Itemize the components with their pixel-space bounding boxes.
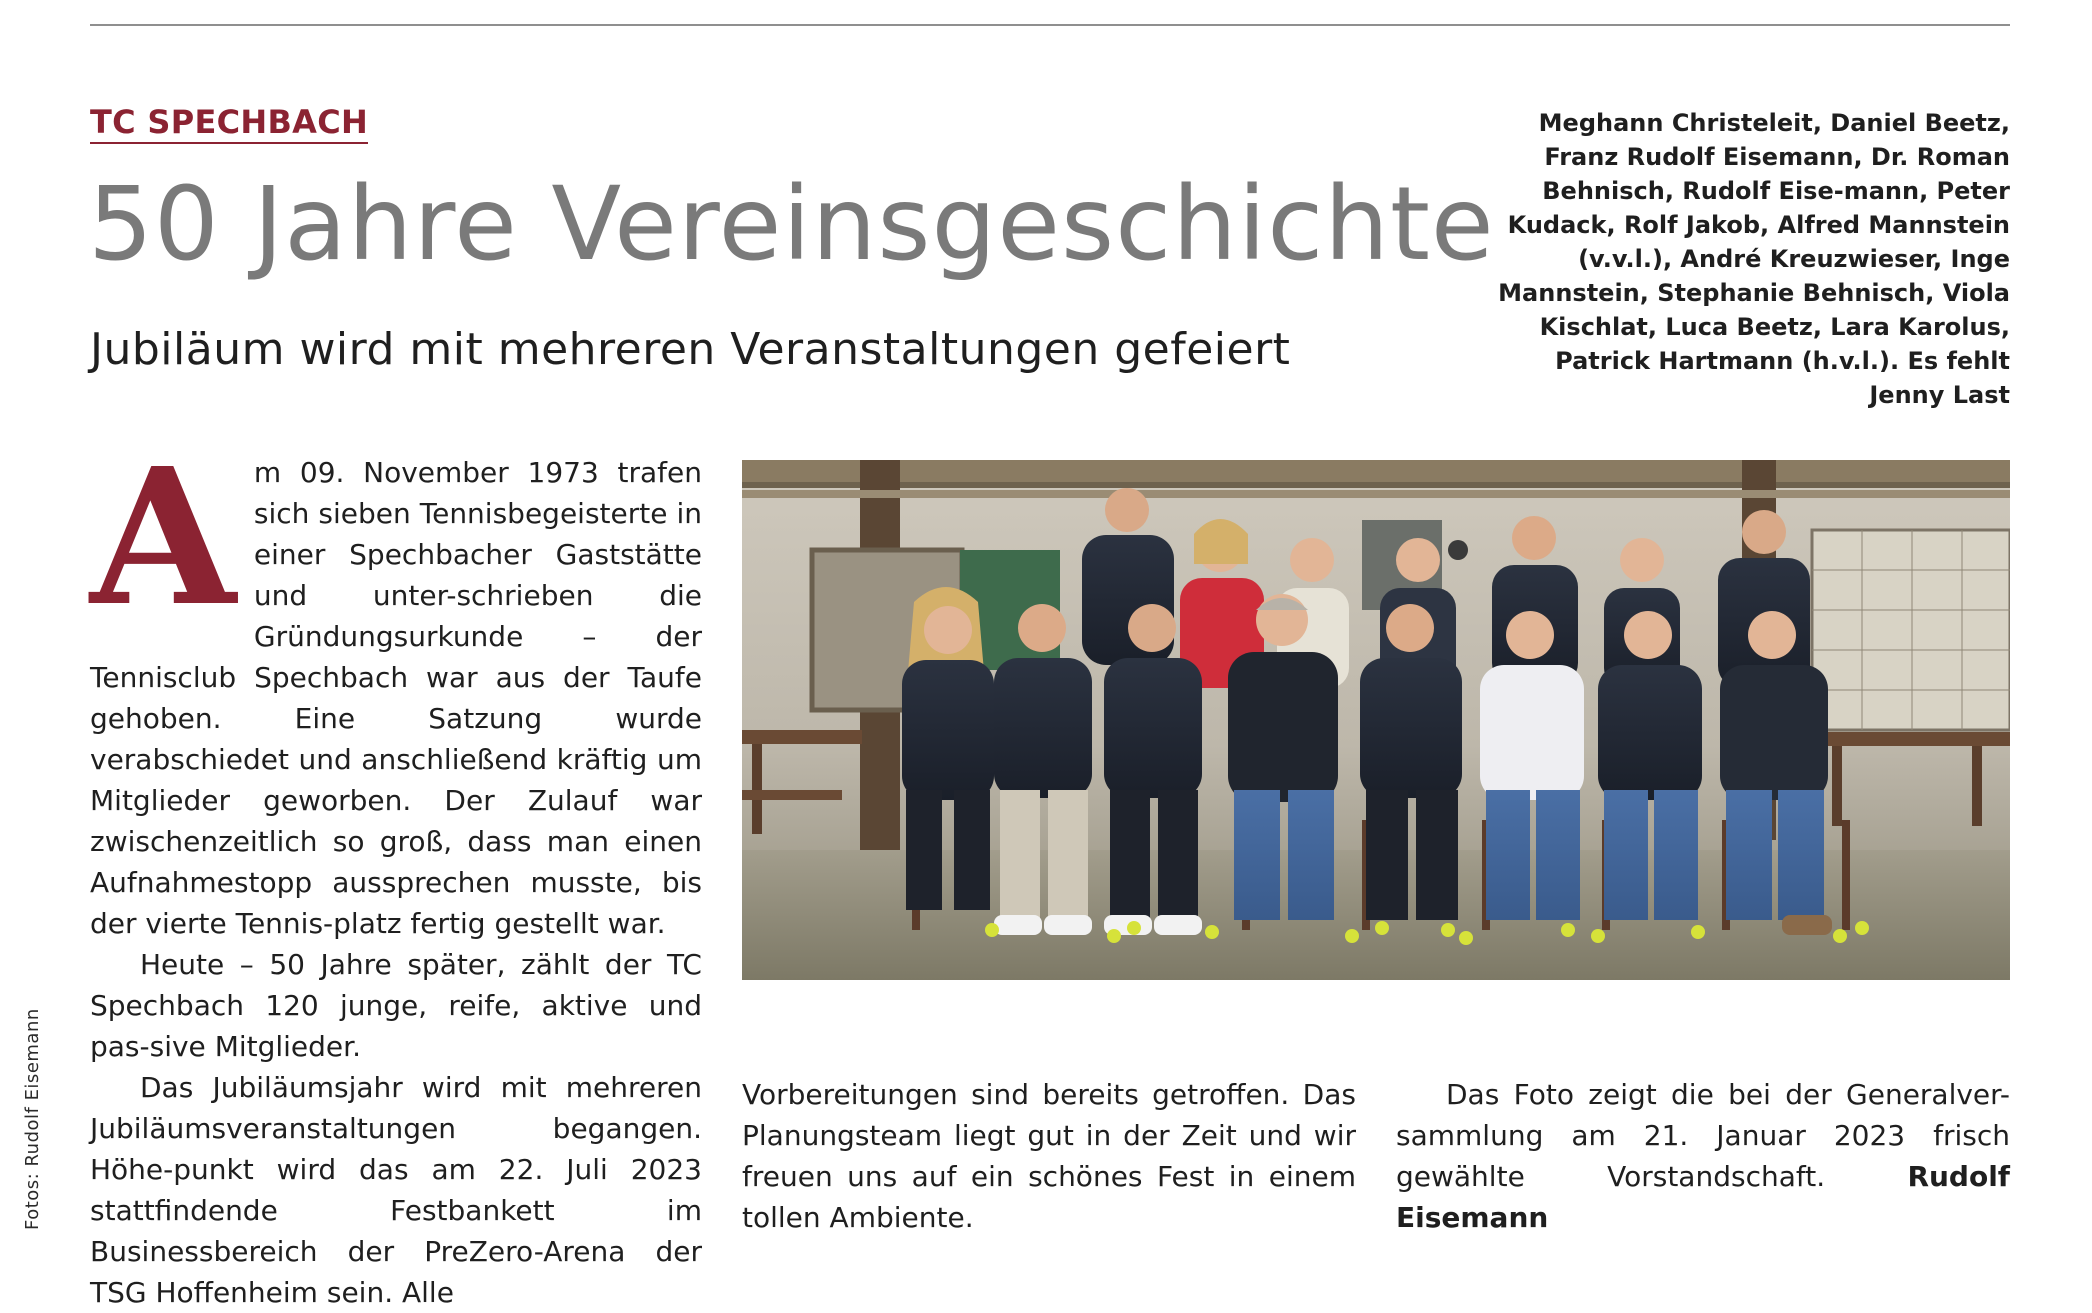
paragraph-4 — [1396, 1074, 2010, 1238]
photo-credit: Fotos: Rudolf Eisemann — [22, 1008, 43, 1230]
team-photo — [742, 460, 2010, 980]
article-column-2 — [742, 1074, 1356, 1238]
top-rule — [90, 24, 2010, 26]
section-kicker: TC SPECHBACH — [90, 104, 368, 144]
article-column-1 — [90, 427, 702, 1313]
article-column-3 — [1396, 1074, 2010, 1238]
author-name: Rudolf Eisemann — [1396, 1160, 2010, 1234]
headline: 50 Jahre Vereinsgeschichte — [88, 165, 1495, 284]
paragraph-1: m 09. November 1973 trafen sich sieben Tennisbegeisterte in einer Spechbacher Gaststätte und unter-schrieben die Gründungsurkunde – der Tennisclub Spechbach war aus der Taufe gehoben. Eine Satzung wurde verabschiedet und anschließend kräftig um Mitglieder geworben. Der Zulauf war zwischenzeitlich so groß, dass man einen Aufnahmestopp aussprechen musste, bis der vierte Tennis-platz fertig gestellt war. — [90, 456, 702, 940]
paragraph-3-end: Vorbereitungen sind bereits getroffen. Das Planungsteam liegt gut in der Zeit und wir freuen uns auf ein schönes Fest in einem tollen Ambiente. — [742, 1078, 1356, 1234]
photo-caption: Meghann Christeleit, Daniel Beetz, Franz Rudolf Eisemann, Dr. Roman Behnisch, Rudolf Eise-mann, Peter Kudack, Rolf Jakob, Alfred Mannstein (v.v.l.), André Kreuzwieser, Inge Mannstein, Stephanie Behnisch, Viola Kischlat, Luca Beetz, Lara Karolus, Patrick Hartmann (h.v.l.). Es fehlt Jenny Last — [1498, 109, 2010, 409]
paragraph-4-text: Das Foto zeigt die bei der Generalver-sammlung am 21. Januar 2023 frisch gewählte Vorstandschaft. — [1396, 1078, 2010, 1193]
drop-cap: A — [90, 427, 236, 648]
paragraph-2: Heute – 50 Jahre später, zählt der TC Spechbach 120 junge, reife, aktive und pas-sive Mitglieder. — [90, 948, 702, 1063]
subheadline: Jubiläum wird mit mehreren Veranstaltungen gefeiert — [90, 324, 1291, 375]
paragraph-3-start: Das Jubiläumsjahr wird mit mehreren Jubiläumsveranstaltungen begangen. Höhe-punkt wird das am 22. Juli 2023 stattfindende Festbankett im Businessbereich der PreZero-Arena der TSG Hoffenheim sein. Alle — [90, 1071, 702, 1309]
